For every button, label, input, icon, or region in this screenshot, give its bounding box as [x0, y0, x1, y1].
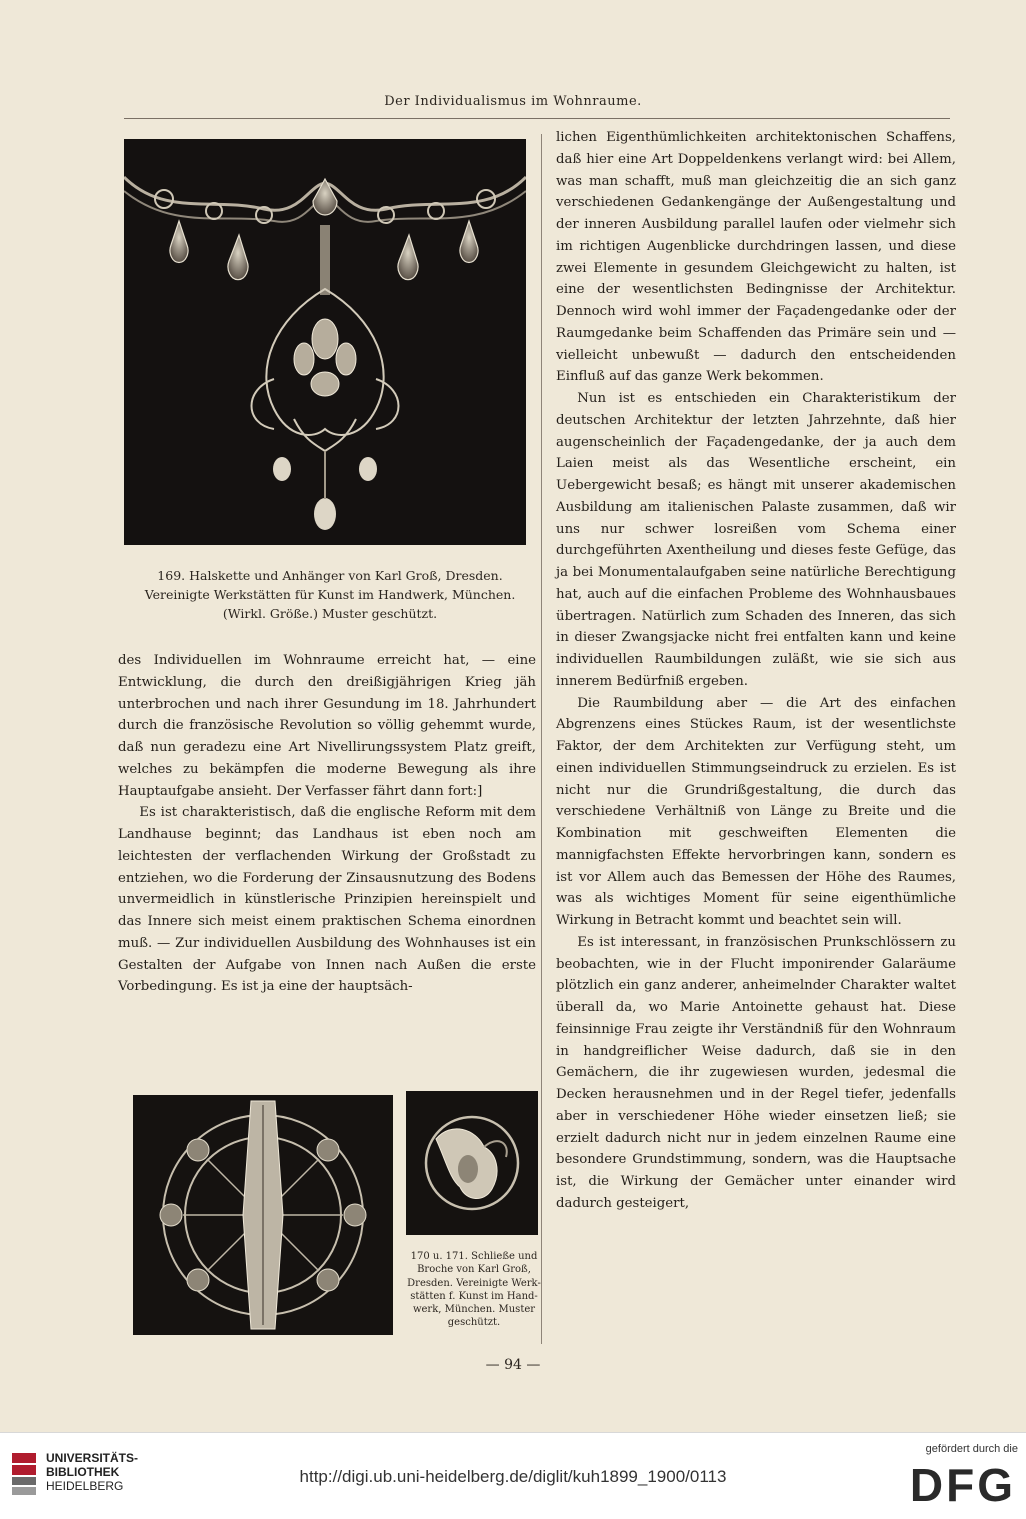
caption-line: Dresden. Vereinigte Werk-: [407, 1277, 541, 1289]
brooch-illustration: [406, 1091, 538, 1235]
page-number: — 94 —: [485, 1357, 541, 1373]
library-line: HEIDELBERG: [46, 1479, 124, 1493]
caption-line: werk, München. Muster: [412, 1304, 536, 1316]
library-line: UNIVERSITÄTS-: [46, 1451, 139, 1465]
body-paragraph: Es ist charakteristisch, daß die englische Reform mit dem Landhause beginnt; das Landhaus ist eben noch am leichtesten der verflachenden Wirkung der Großstadt zu entziehen, wo die Forderung der Zinsausnutzung des Bodens unvermeidlich in künstlerische Prinzipien hereinspielt und das Innere sich meist einem praktischen Schema einordnen muß. — Zur individuellen Ausbildung des Wohnhauses ist ein Gestalten der Aufgabe von Innen nach Außen die erste Vorbedingung. Es ist ja eine der hauptsäch-: [118, 805, 536, 995]
figure-170-clasp-photo: [133, 1095, 393, 1335]
header-rule: [124, 118, 950, 119]
necklace-illustration: [124, 139, 526, 545]
figure-169-necklace-photo: [124, 139, 526, 545]
library-line: BIBLIOTHEK: [46, 1465, 120, 1479]
caption-line: geschützt.: [447, 1317, 501, 1329]
dfg-logo: DFG: [909, 1459, 1016, 1511]
body-paragraph: Die Raumbildung aber — die Art des einfachen Abgrenzens eines Stückes Raum, ist der wesentlichste Faktor, der dem Architekten zur Verfügung steht, um einen individuellen Stimmungseindruck zu erzielen. Es ist nicht nur die Grundrißgestaltung, die durch das verschiedene Verhältniß von Länge zu Breite und die Kombination mit geschweiften Elementen die mannigfachsten Effekte hervorbringen kann, sondern es ist vor Allem auch das Bemessen der Höhe des Raumes, was als wichtiges Moment für seine eigenthümliche Wirkung in Betracht kommt und beachtet sein will.: [556, 695, 956, 928]
body-paragraph: Nun ist es entschieden ein Charakteristikum der deutschen Architektur der letzten Jahrzehnte, daß hier augenscheinlich der Façadengedanke, der ja auch dem Laien meist als das Wesentliche erscheint, ein Uebergewicht besaß; es hängt mit unserer akademischen Ausbildung am italienischen Palaste zusammen, daß wir uns nur schwer losreißen vom Schema einer durchgeführten Axentheilung und dieses feste Gefüge, das ja bei Monumentalaufgaben seine natürliche Berechtigung hat, auch auf die einfachen Probleme des Wohnhausbaues übertragen. Natürlich zum Schaden des Inneren, das sich in dieser Zwangsjacke nicht frei entfalten kann und keine individuellen Raumbildungen zuläßt, wie sie sich aus innerem Bedürfniß ergeben.: [556, 391, 956, 689]
clasp-illustration: [133, 1095, 393, 1335]
caption-line: stätten f. Kunst im Hand-: [410, 1290, 538, 1302]
figure-169-caption: [124, 566, 536, 623]
caption-line: 169. Halskette und Anhänger von Karl Groß, Dresden.: [157, 568, 503, 583]
running-header: Der Individualismus im Wohnraume.: [384, 94, 642, 109]
left-column: [118, 650, 536, 998]
caption-line: (Wirkl. Größe.) Muster geschützt.: [222, 606, 438, 621]
right-column: [556, 127, 956, 1215]
body-paragraph: des Individuellen im Wohnraume erreicht hat, — eine Entwicklung, die durch den dreißigjährigen Krieg jäh unterbrochen und nach ihrer Gesundung im 18. Jahrhundert durch die französische Revolution so völlig gehemmt wurde, daß nun geradezu eine Art Nivellirungssystem Platz greift, welches zu bekämpfen die moderne Bewegung als ihre Hauptaufgabe ansieht. Der Verfasser fährt dann fort:]: [118, 653, 536, 799]
caption-line: Vereinigte Werkstätten für Kunst im Handwerk, München.: [144, 587, 516, 602]
viewer-footer: [0, 1432, 1026, 1519]
column-separator: [541, 134, 542, 1344]
caption-line: Broche von Karl Groß,: [417, 1264, 531, 1276]
funded-by-label: gefördert durch die: [925, 1443, 1018, 1455]
figure-171-brooch-photo: [406, 1091, 538, 1235]
figure-170-171-caption: [406, 1250, 542, 1330]
caption-line: 170 u. 171. Schließe und: [410, 1251, 538, 1262]
permalink-url[interactable]: http://digi.ub.uni-heidelberg.de/diglit/kuh1899_1900/0113: [299, 1467, 727, 1486]
body-paragraph: Es ist interessant, in französischen Prunkschlössern zu beobachten, wie in der Flucht imponirender Galaräume plötzlich ein ganz anderer, anheimelnder Charakter waltet überall da, wo Marie Antoinette gehaust hat. Diese feinsinnige Frau zeigte ihr Verständniß für den Wohnraum in handgreiflicher Weise dadurch, daß sie in den Gemächern, die ihr zugewiesen wurden, jedesmal die Decken herausnehmen und in der Regel tiefer, jedenfalls aber in verschiedener Höhe wieder einsetzen ließ; sie erzielt dadurch nicht nur in jedem einzelnen Raume eine besondere Grundstimmung, sondern, was die Hauptsache ist, die Wirkung der Gemächer unter einander wird dadurch gesteigert,: [556, 934, 956, 1211]
body-paragraph: lichen Eigenthümlichkeiten architektonischen Schaffens, daß hier eine Art Doppeldenkens verlangt wird: bei Allem, was man schafft, muß man gleichzeitig die an sich ganz verschiedenen Gedankengänge der Außengestaltung und der inneren Ausbildung parallel laufen oder vielmehr sich im richtigen Augenblicke durchdringen lassen, und diese zwei Elemente in gesundem Gleichgewicht zu halten, ist eine der wesentlichsten Bedingnisse der Architektur. Dennoch wird wohl immer der Façadengedanke oder der Raumgedanke beim Schaffenden das Primäre sein und — vielleicht unbewußt — dadurch den entscheidenden Einfluß auf das ganze Werk bekommen.: [556, 130, 956, 385]
